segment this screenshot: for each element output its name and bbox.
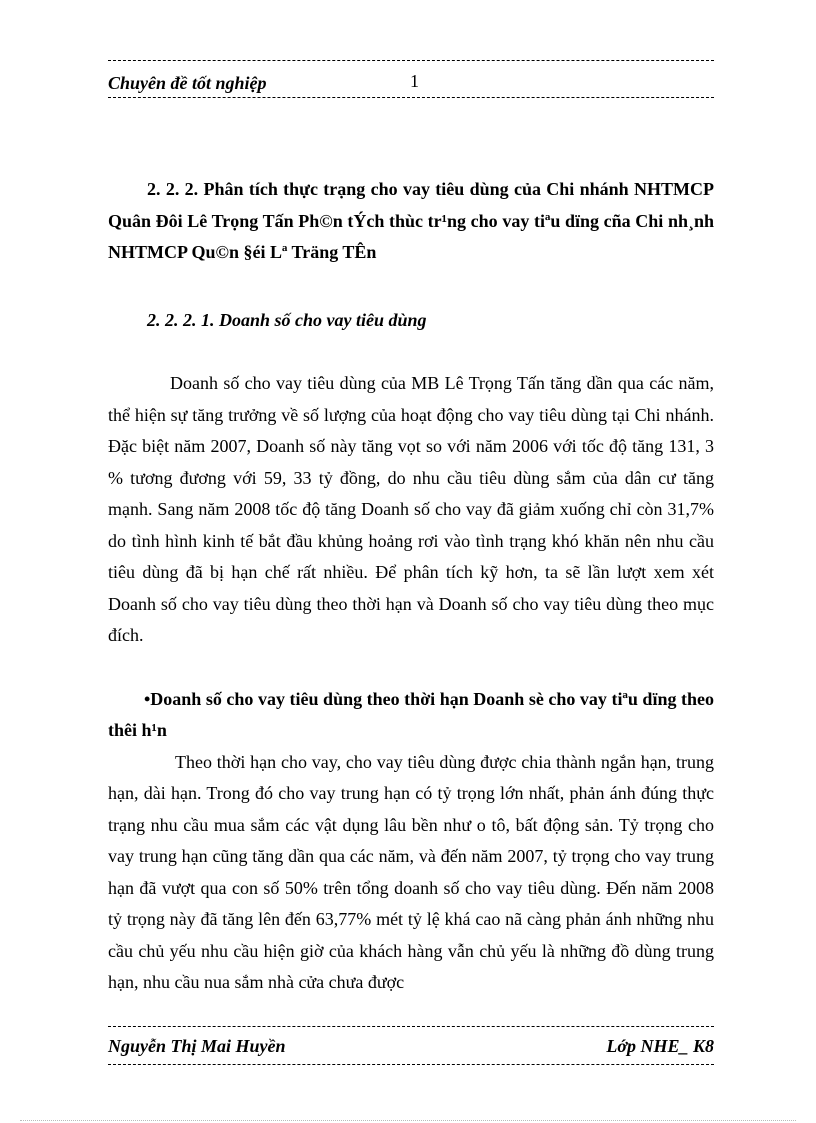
document-body (108, 174, 714, 999)
footer-class: Lớp NHE_ K8 (606, 1036, 714, 1056)
footer-author: Nguyễn Thị Mai Huyền (108, 1036, 286, 1056)
section-heading: 2. 2. 2. Phân tích thực trạng cho vay tiêu dùng của Chi nhánh NHTMCP Quân Đôi Lê Trọng Tấn Ph©n tÝch thùc tr¹ng cho vay tiªu dïng cña Chi nh¸nh NHTMCP Qu©n §éi Lª Träng TÊn (108, 179, 714, 262)
header-title: Chuyên đề tốt nghiệp (108, 73, 267, 93)
page-number: 1 (410, 71, 419, 91)
paragraph-thoi-han: Theo thời hạn cho vay, cho vay tiêu dùng được chia thành ngắn hạn, trung hạn, dài hạn. Trong đó cho vay trung hạn có tỷ trọng lớn nhất, phản ánh đúng thực trạng nhu cầu mua sắm các vật dụng lâu bền như o tô, bất động sản. Tỷ trọng cho vay trung hạn cũng tăng dần qua các năm, và đến năm 2007, tỷ trọng cho vay trung hạn đã vượt qua con số 50% trên tổng doanh số cho vay tiêu dùng. Đến năm 2008 tỷ trọng này đã tăng lên đến 63,77% mét tỷ lệ khá cao nã càng phản ánh những nhu cầu chủ yếu nhu cầu hiện giờ của khách hàng vẫn chủ yếu là những đồ dùng trung hạn, nhu cầu nua sắm nhà cửa chưa được (108, 751, 714, 992)
subsection-heading: 2. 2. 2. 1. Doanh số cho vay tiêu dùng (147, 309, 427, 330)
footer-bottom-rule (108, 1064, 714, 1065)
paragraph-doanh-so: Doanh số cho vay tiêu dùng của MB Lê Trọng Tấn tăng dần qua các năm, thể hiện sự tăng trưởng về số lượng của hoạt động cho vay tiêu dùng tại Chi nhánh. Đặc biệt năm 2007, Doanh số này tăng vọt so với năm 2006 với tốc độ tăng 131, 3 % tương đương với 59, 33 tỷ đồng, do nhu cầu tiêu dùng sắm của dân cư tăng mạnh. Sang năm 2008 tốc độ tăng Doanh số cho vay đã giảm xuống chỉ còn 31,7% do tình hình kinh tế bắt đầu khủng hoảng rơi vào tình trạng khó khăn nên nhu cầu tiêu dùng đã bị hạn chế rất nhiều. Để phân tích kỹ hơn, ta sẽ lần lượt xem xét Doanh số cho vay tiêu dùng theo thời hạn và Doanh số cho vay tiêu dùng theo mục đích. (108, 373, 714, 645)
header-top-rule (108, 60, 714, 61)
footer-top-rule (108, 1026, 714, 1027)
header-bottom-rule (108, 97, 714, 98)
page-edge-dots (20, 1120, 796, 1121)
bullet-heading: •Doanh số cho vay tiêu dùng theo thời hạn Doanh sè cho vay tiªu dïng theo thêi h¹n (108, 688, 714, 740)
